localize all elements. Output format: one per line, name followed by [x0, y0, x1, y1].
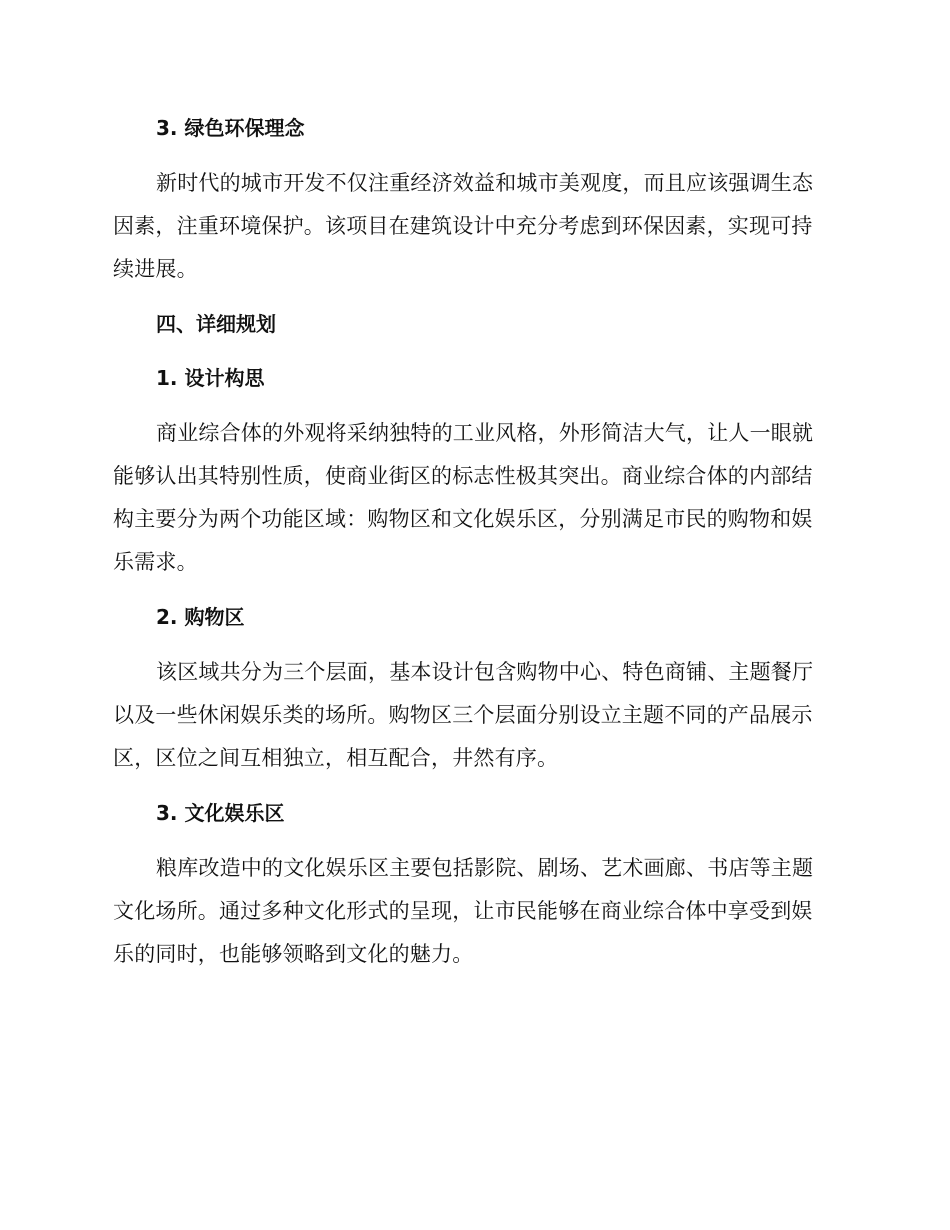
paragraph-line: 文化场所。通过多种文化形式的呈现，让市民能够在商业综合体中享受到娱 [113, 899, 813, 923]
paragraph-line: 乐的同时，也能够领略到文化的魅力。 [113, 942, 474, 966]
heading-design-concept: 1. 设计构思 [156, 366, 265, 390]
paragraph-cultural-entertainment [113, 847, 837, 976]
paragraph-line: 该区域共分为三个层面，基本设计包含购物中心、特色商铺、主题餐厅 [156, 660, 814, 684]
paragraph-line: 新时代的城市开发不仅注重经济效益和城市美观度，而且应该强调生态 [156, 171, 814, 195]
paragraph-line: 以及一些休闲娱乐类的场所。购物区三个层面分别设立主题不同的产品展示 [113, 703, 813, 727]
paragraph-shopping-area [113, 651, 837, 780]
heading-detailed-planning: 四、详细规划 [156, 312, 276, 336]
paragraph-design-concept [113, 412, 837, 584]
paragraph-line: 粮库改造中的文化娱乐区主要包括影院、剧场、艺术画廊、书店等主题 [156, 856, 814, 880]
paragraph-line: 续进展。 [113, 257, 198, 281]
heading-shopping-area: 2. 购物区 [156, 605, 245, 629]
paragraph-line: 构主要分为两个功能区域：购物区和文化娱乐区，分别满足市民的购物和娱 [113, 507, 813, 531]
heading-green-environmental-concept: 3. 绿色环保理念 [156, 116, 305, 140]
paragraph-line: 因素，注重环境保护。该项目在建筑设计中充分考虑到环保因素，实现可持 [113, 214, 813, 238]
paragraph-line: 商业综合体的外观将采纳独特的工业风格，外形简洁大气，让人一眼就 [156, 421, 814, 445]
paragraph-line: 乐需求。 [113, 550, 198, 574]
paragraph-line: 能够认出其特别性质，使商业街区的标志性极其突出。商业综合体的内部结 [113, 464, 813, 488]
paragraph-green-environmental [113, 162, 837, 291]
paragraph-line: 区，区位之间互相独立，相互配合，井然有序。 [113, 746, 559, 770]
heading-cultural-entertainment-area: 3. 文化娱乐区 [156, 801, 285, 825]
document-body [113, 108, 837, 989]
